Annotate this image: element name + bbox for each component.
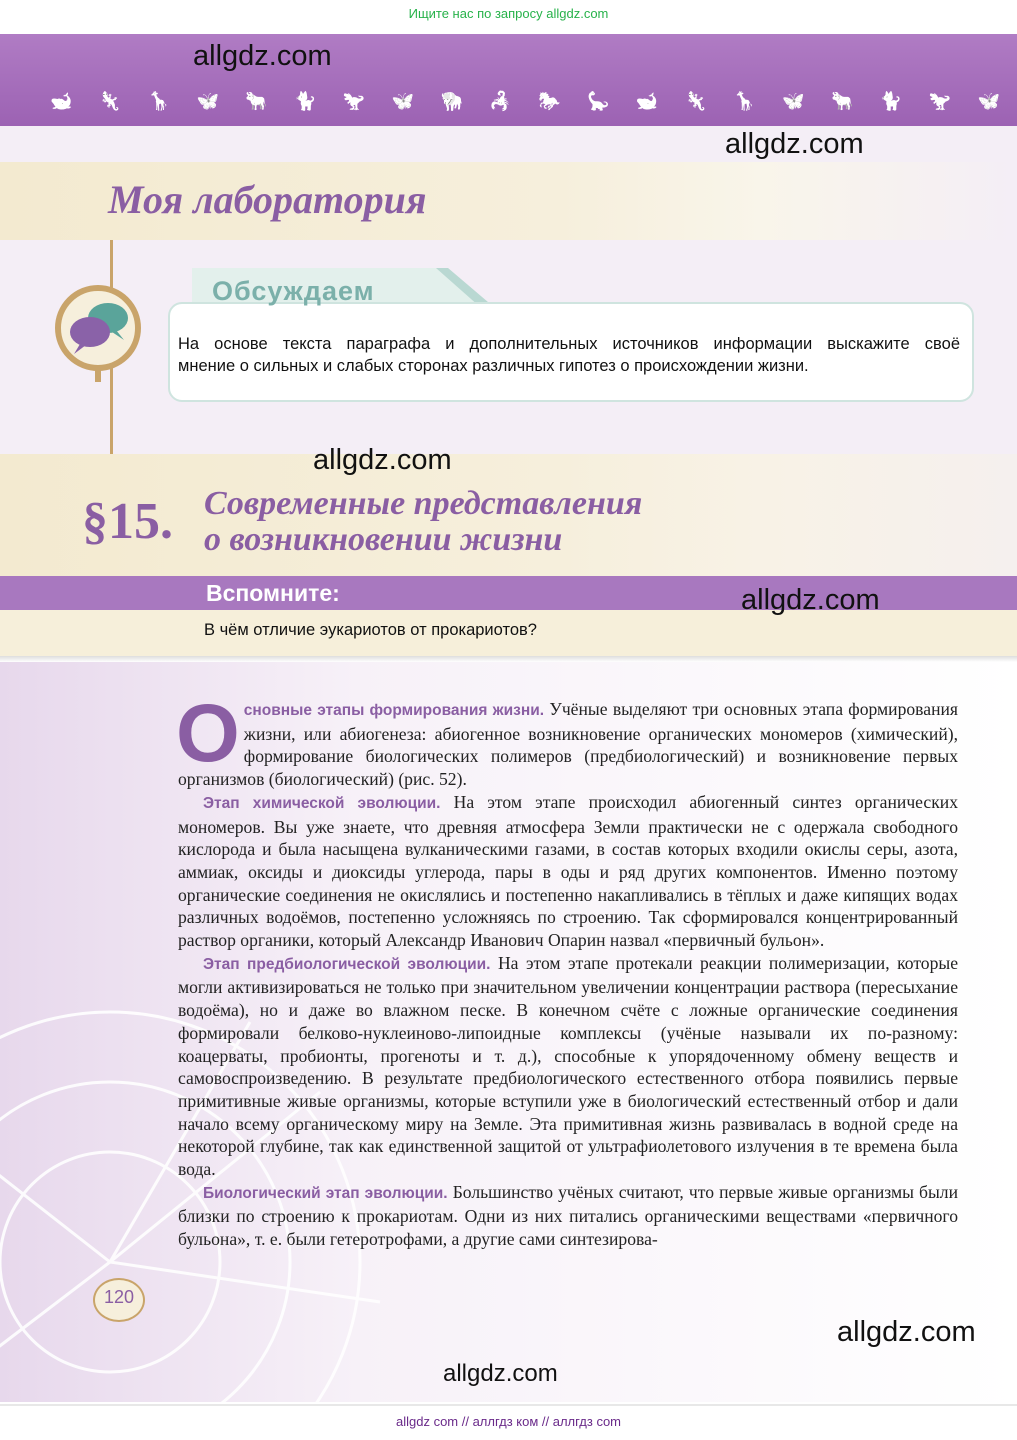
animal-silhouette-icon: 🐋 (50, 91, 73, 112)
animal-silhouette-icon: 🐂 (245, 91, 268, 112)
discuss-text-line1: На основе текста параграфа и дополнительных источников информации выскажите своё (178, 335, 960, 353)
animal-silhouette-icon: 🦎 (684, 91, 707, 112)
animal-silhouette-icon: 🦋 (977, 91, 1000, 112)
animal-silhouette-icon: 🦒 (733, 91, 756, 112)
animal-silhouette-icon: 🦒 (147, 91, 171, 112)
animal-silhouette-icon: 🦖 (928, 91, 952, 112)
watermark: allgdz.com (193, 40, 332, 72)
top-notice: Ищите нас по запросу allgdz.com (408, 6, 609, 21)
discuss-text-line2: мнение о сильных и слабых сторонах различных гипотез о происхождении жизни. (178, 357, 809, 375)
paragraph-1 (176, 688, 958, 791)
page-number: 120 (103, 1287, 135, 1307)
paragraph-2 (178, 791, 958, 952)
watermark: allgdz.com (741, 584, 880, 616)
paragraph-4 (178, 1181, 958, 1251)
watermark: allgdz.com (313, 444, 452, 476)
footer-links[interactable]: allgdz com // аллгдз ком // аллгдз com (395, 1414, 622, 1429)
paragraph-1-body: Учёные выделяют три основных этапа формирования жизни, или абиогенеза: абиогенное возникновение органических мономеров (химический), формирование биологических полимеров (предбиологический) и возникновение первых организмов (биологический) (рис. 52). (178, 699, 958, 790)
animal-silhouette-icon: 🦋 (196, 91, 219, 112)
animal-silhouette-icon: 🦎 (98, 91, 122, 112)
recall-label: Вспомните: (206, 580, 340, 606)
lead-biological-evolution: Биологический этап эволюции. (203, 1184, 448, 1202)
lead-chemical-evolution: Этап химической эволюции. (203, 794, 441, 812)
paragraph-3-body: На этом этапе протекали реакции полимеризации, которые могли активизироваться не только при значительном увеличении концентрации раствора (пересыхание водоёма), но и даже во влажном песке. В конечном счёте с ложные органические соединения формировали белково-нуклеиново-липоидные комплексы (учёные называли их по-разному: коацерваты, пробионты, прогеноты и т. д.), способные к упорядоченному обмену веществ и самовоспроизведению. В результате предбиологического естественного отбора появились первые примитивные живые организмы, которые вступили уже в биологический естественный отбор и дали начало всему органическому миру на Земле. Эта примитивная жизнь развивалась в водной среде на некоторой глубине, так как единственной защитой от ультрафиолетового излучения в те времена была вода. (178, 952, 959, 1180)
recall-question: В чём отличие эукариотов от прокариотов? (204, 621, 537, 639)
lab-title: Моя лаборатория (108, 177, 427, 222)
section-number: §15. (82, 493, 173, 550)
discuss-title: Обсуждаем (212, 276, 375, 306)
dropcap-letter: О (176, 688, 240, 779)
animal-silhouette-icon: 🐋 (635, 91, 659, 112)
paragraph-3 (178, 952, 958, 1181)
animal-icon-row (50, 90, 1000, 114)
speech-bubbles-icon (54, 282, 146, 382)
watermark: allgdz.com (443, 1360, 558, 1387)
animal-silhouette-icon: 🦬 (440, 91, 463, 112)
main-text (176, 688, 959, 1251)
animal-silhouette-icon: 🐈 (879, 91, 903, 112)
watermark: allgdz.com (837, 1316, 976, 1348)
animal-silhouette-icon: 🐈 (294, 91, 317, 112)
lead-basic-stages: сновные этапы формирования жизни. (243, 702, 545, 719)
section-title-line1: Современные представления (204, 485, 643, 522)
animal-silhouette-icon: 🦖 (342, 91, 366, 112)
lead-prebiological-evolution: Этап предбиологической эволюции. (203, 955, 491, 973)
animal-silhouette-icon: 🦂 (489, 91, 512, 112)
paragraph-2-body: На этом этапе происходил абиогенный синтез органических мономеров. Вы уже знаете, что древняя атмосфера Земли практически не с одержала свободного кислорода и была насыщена вулканическими газами, в состав которых входили окислы серы, азота, аммиак, оксиды и диоксиды углерода, пары в оды и ряд других компонентов. Именно поэтому органические соединения не окислялись и постепенно накапливались в тёплых и даже кипящих водах различных водоёмов, постепенно усложняясь по строению. Так сформировался концентрированный раствор органики, который Александр Иванович Опарин назвал «первичный бульон». (178, 791, 958, 951)
animal-silhouette-icon: 🦋 (391, 91, 415, 112)
animal-silhouette-icon: 🦋 (782, 91, 805, 112)
footer-divider (0, 1404, 1017, 1406)
section-title-line2: о возникновении жизни (204, 521, 563, 558)
animal-silhouette-icon: 🦕 (586, 91, 610, 112)
animal-silhouette-icon: 🐂 (831, 91, 854, 112)
paragraph-4-body: Большинство учёных считают, что первые живые организмы были близки по строению к прокариотам. Одни из них питались органическими веществами «первичного бульона», т. е. были гетеротрофами, а другие сами синтезирова- (178, 1181, 958, 1250)
animal-silhouette-icon: 🐎 (538, 91, 561, 112)
watermark: allgdz.com (725, 128, 864, 160)
section-title (204, 486, 642, 558)
